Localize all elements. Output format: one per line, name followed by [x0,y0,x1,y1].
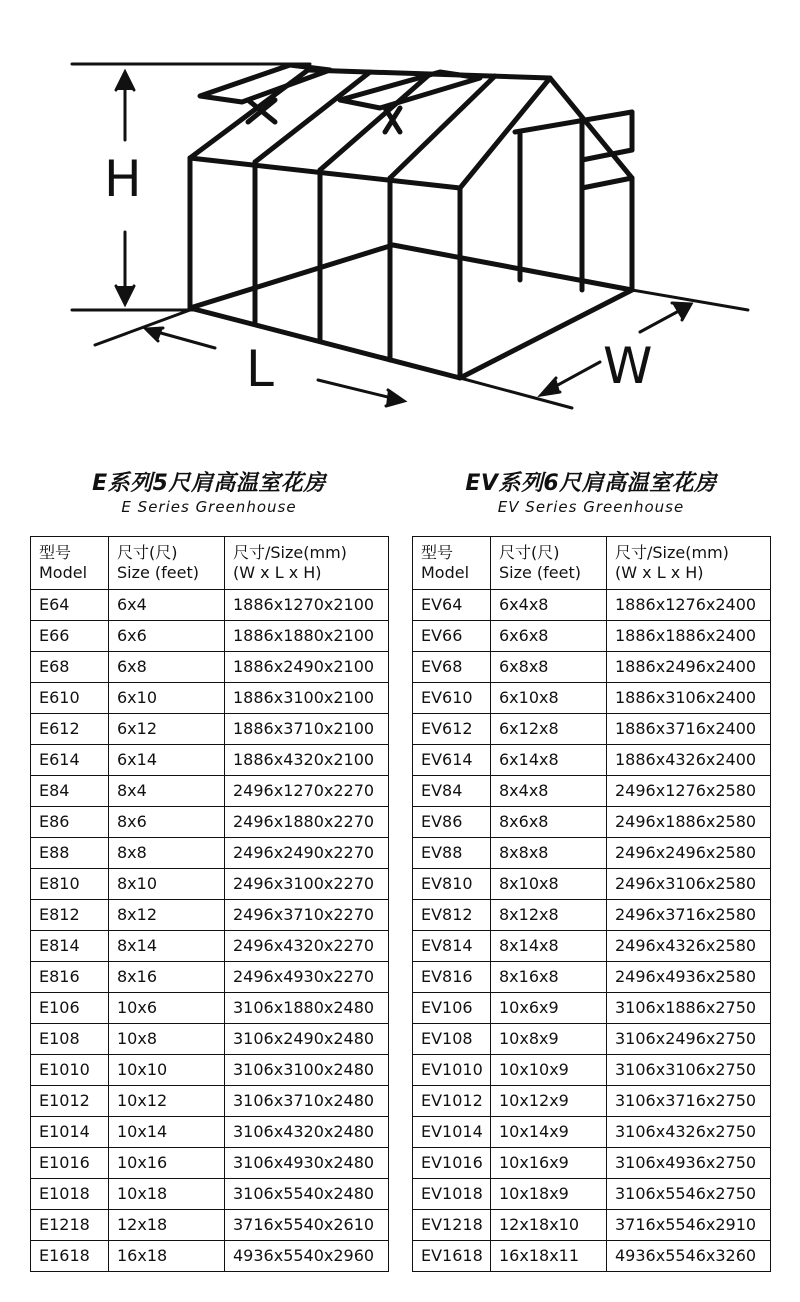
model-cell: EV68 [413,652,491,683]
size-feet-cell: 8x4x8 [491,776,607,807]
table-row [31,652,389,683]
model-cell: EV814 [413,931,491,962]
size-feet-cell: 10x12 [109,1086,225,1117]
size-feet-cell: 8x10x8 [491,869,607,900]
size-feet-cell: 6x10 [109,683,225,714]
height-label: H [104,150,142,208]
ev-series-heading [412,470,770,516]
table-row [31,683,389,714]
model-column-header [413,537,491,590]
size-feet-cell: 6x12 [109,714,225,745]
e-series-section [30,470,388,1265]
size-mm-cell: 2496x4326x2580 [607,931,771,962]
header-cn: 型号 [421,543,454,562]
size-mm-cell: 1886x1276x2400 [607,590,771,621]
header-en: (W x L x H) [233,563,322,582]
size-mm-cell: 3106x3710x2480 [225,1086,389,1117]
size-feet-cell: 10x10x9 [491,1055,607,1086]
size-mm-cell: 3106x2496x2750 [607,1024,771,1055]
size-mm-cell: 1886x4320x2100 [225,745,389,776]
size-mm-cell: 3106x5540x2480 [225,1179,389,1210]
model-cell: E1218 [31,1210,109,1241]
size-feet-cell: 10x12x9 [491,1086,607,1117]
size-mm-cell: 3106x5546x2750 [607,1179,771,1210]
size-mm-cell: 2496x1880x2270 [225,807,389,838]
table-row [413,776,771,807]
e-series-title-en: E Series Greenhouse [121,498,297,516]
model-cell: E812 [31,900,109,931]
table-row [31,621,389,652]
model-cell: E1010 [31,1055,109,1086]
model-cell: E614 [31,745,109,776]
table-row [31,714,389,745]
model-cell: EV812 [413,900,491,931]
table-row [31,1024,389,1055]
model-cell: EV1014 [413,1117,491,1148]
size-mm-cell: 2496x1276x2580 [607,776,771,807]
size-feet-cell: 6x8 [109,652,225,683]
table-row [31,1241,389,1272]
model-cell: EV1618 [413,1241,491,1272]
size-feet-cell: 8x8x8 [491,838,607,869]
size-mm-cell: 3106x4930x2480 [225,1148,389,1179]
model-cell: E88 [31,838,109,869]
size-mm-cell: 2496x4930x2270 [225,962,389,993]
table-header-row [31,537,389,590]
table-row [413,714,771,745]
model-cell: EV64 [413,590,491,621]
model-cell: EV614 [413,745,491,776]
model-cell: E1618 [31,1241,109,1272]
model-cell: E108 [31,1024,109,1055]
ev-series-section [412,470,770,1265]
ev-series-title-en: EV Series Greenhouse [497,498,685,516]
model-cell: E816 [31,962,109,993]
model-column-header [31,537,109,590]
table-row [413,1148,771,1179]
table-row [413,931,771,962]
size-feet-cell: 6x14 [109,745,225,776]
size-mm-column-header [225,537,389,590]
model-cell: E810 [31,869,109,900]
table-row [31,745,389,776]
table-row [31,931,389,962]
size-mm-cell: 2496x3106x2580 [607,869,771,900]
table-row [31,1117,389,1148]
ev-series-rows [413,590,771,1272]
size-feet-cell: 8x16x8 [491,962,607,993]
model-cell: E1014 [31,1117,109,1148]
e-series-rows [31,590,389,1272]
size-feet-column-header [491,537,607,590]
model-cell: E610 [31,683,109,714]
model-cell: E64 [31,590,109,621]
table-row [413,807,771,838]
header-cn: 尺寸/Size(mm) [615,543,729,562]
size-mm-cell: 3106x3716x2750 [607,1086,771,1117]
table-row [413,1210,771,1241]
size-mm-cell: 4936x5540x2960 [225,1241,389,1272]
header-cn: 型号 [39,543,72,562]
header-en: Size (feet) [499,563,582,582]
model-cell: EV66 [413,621,491,652]
table-row [31,1210,389,1241]
size-mm-cell: 3106x2490x2480 [225,1024,389,1055]
size-feet-cell: 12x18 [109,1210,225,1241]
e-series-title-cn: E系列5尺肩高温室花房 [92,471,326,496]
size-feet-cell: 8x8 [109,838,225,869]
model-cell: E66 [31,621,109,652]
size-feet-cell: 6x4x8 [491,590,607,621]
table-row [31,993,389,1024]
table-row [413,621,771,652]
table-row [413,962,771,993]
ev-series-title-cn: EV系列6尺肩高温室花房 [465,471,717,496]
table-row [31,1086,389,1117]
e-series-table [30,536,389,1272]
table-row [413,590,771,621]
table-row [413,1055,771,1086]
size-feet-cell: 10x6 [109,993,225,1024]
size-mm-cell: 4936x5546x3260 [607,1241,771,1272]
model-cell: EV1010 [413,1055,491,1086]
size-mm-cell: 3106x3100x2480 [225,1055,389,1086]
table-row [413,993,771,1024]
model-cell: E1016 [31,1148,109,1179]
table-row [31,1179,389,1210]
model-cell: EV612 [413,714,491,745]
size-feet-cell: 6x12x8 [491,714,607,745]
size-feet-cell: 10x8x9 [491,1024,607,1055]
model-cell: EV86 [413,807,491,838]
size-feet-cell: 10x18 [109,1179,225,1210]
size-feet-cell: 6x6 [109,621,225,652]
table-row [31,776,389,807]
table-row [413,1117,771,1148]
table-row [413,1086,771,1117]
size-feet-cell: 8x12x8 [491,900,607,931]
size-feet-column-header [109,537,225,590]
model-cell: EV1018 [413,1179,491,1210]
size-mm-cell: 1886x1880x2100 [225,621,389,652]
size-mm-cell: 2496x2496x2580 [607,838,771,869]
size-feet-cell: 12x18x10 [491,1210,607,1241]
table-row [31,962,389,993]
size-mm-cell: 3106x4326x2750 [607,1117,771,1148]
size-feet-cell: 8x12 [109,900,225,931]
greenhouse-diagram [0,0,800,440]
size-feet-cell: 6x14x8 [491,745,607,776]
model-cell: E1012 [31,1086,109,1117]
width-label: W [603,337,653,395]
size-feet-cell: 8x6x8 [491,807,607,838]
model-cell: E86 [31,807,109,838]
size-feet-cell: 16x18x11 [491,1241,607,1272]
model-cell: EV1218 [413,1210,491,1241]
e-series-heading [30,470,388,516]
table-row [413,652,771,683]
table-header-row [413,537,771,590]
size-mm-cell: 3106x1886x2750 [607,993,771,1024]
model-cell: E106 [31,993,109,1024]
size-feet-cell: 6x6x8 [491,621,607,652]
model-cell: EV108 [413,1024,491,1055]
table-row [31,869,389,900]
size-mm-cell: 2496x3100x2270 [225,869,389,900]
size-feet-cell: 10x18x9 [491,1179,607,1210]
table-row [413,745,771,776]
table-row [413,900,771,931]
size-feet-cell: 8x14 [109,931,225,962]
size-mm-cell: 1886x3106x2400 [607,683,771,714]
table-row [413,683,771,714]
size-mm-cell: 1886x3100x2100 [225,683,389,714]
model-cell: E814 [31,931,109,962]
table-row [31,590,389,621]
model-cell: E612 [31,714,109,745]
size-feet-cell: 10x16 [109,1148,225,1179]
size-mm-cell: 1886x3710x2100 [225,714,389,745]
model-cell: EV610 [413,683,491,714]
size-mm-cell: 2496x2490x2270 [225,838,389,869]
model-cell: EV106 [413,993,491,1024]
size-feet-cell: 8x14x8 [491,931,607,962]
size-feet-cell: 8x16 [109,962,225,993]
size-feet-cell: 10x16x9 [491,1148,607,1179]
model-cell: EV88 [413,838,491,869]
size-mm-cell: 3106x1880x2480 [225,993,389,1024]
size-mm-cell: 2496x4936x2580 [607,962,771,993]
table-row [31,1055,389,1086]
model-cell: EV1012 [413,1086,491,1117]
size-mm-cell: 2496x1886x2580 [607,807,771,838]
size-feet-cell: 8x6 [109,807,225,838]
size-feet-cell: 8x10 [109,869,225,900]
header-en: Size (feet) [117,563,200,582]
model-cell: EV84 [413,776,491,807]
size-mm-cell: 3106x4320x2480 [225,1117,389,1148]
table-row [31,807,389,838]
header-en: Model [39,563,88,582]
model-cell: EV1016 [413,1148,491,1179]
model-cell: EV816 [413,962,491,993]
size-feet-cell: 10x10 [109,1055,225,1086]
size-feet-cell: 10x14x9 [491,1117,607,1148]
header-cn: 尺寸(尺) [499,543,560,562]
size-mm-cell: 3106x3106x2750 [607,1055,771,1086]
header-en: Model [421,563,470,582]
table-row [413,1241,771,1272]
size-mm-cell: 1886x2490x2100 [225,652,389,683]
size-feet-cell: 8x4 [109,776,225,807]
size-feet-cell: 10x8 [109,1024,225,1055]
header-en: (W x L x H) [615,563,704,582]
ev-series-table [412,536,771,1272]
table-row [413,838,771,869]
size-mm-cell: 2496x4320x2270 [225,931,389,962]
model-cell: E68 [31,652,109,683]
size-mm-cell: 3106x4936x2750 [607,1148,771,1179]
size-feet-cell: 6x10x8 [491,683,607,714]
size-mm-cell: 2496x1270x2270 [225,776,389,807]
length-label: L [246,340,274,398]
size-feet-cell: 6x4 [109,590,225,621]
size-mm-cell: 1886x1270x2100 [225,590,389,621]
size-mm-cell: 1886x4326x2400 [607,745,771,776]
size-feet-cell: 16x18 [109,1241,225,1272]
size-mm-cell: 1886x3716x2400 [607,714,771,745]
size-feet-cell: 10x6x9 [491,993,607,1024]
size-feet-cell: 6x8x8 [491,652,607,683]
size-mm-cell: 1886x1886x2400 [607,621,771,652]
table-row [31,1148,389,1179]
greenhouse-outline [190,65,632,378]
model-cell: E84 [31,776,109,807]
size-mm-column-header [607,537,771,590]
size-mm-cell: 2496x3710x2270 [225,900,389,931]
size-mm-cell: 3716x5540x2610 [225,1210,389,1241]
table-row [413,869,771,900]
size-mm-cell: 1886x2496x2400 [607,652,771,683]
table-row [31,838,389,869]
table-row [31,900,389,931]
size-mm-cell: 2496x3716x2580 [607,900,771,931]
size-mm-cell: 3716x5546x2910 [607,1210,771,1241]
model-cell: E1018 [31,1179,109,1210]
header-cn: 尺寸(尺) [117,543,178,562]
table-row [413,1024,771,1055]
model-cell: EV810 [413,869,491,900]
table-row [413,1179,771,1210]
size-feet-cell: 10x14 [109,1117,225,1148]
header-cn: 尺寸/Size(mm) [233,543,347,562]
